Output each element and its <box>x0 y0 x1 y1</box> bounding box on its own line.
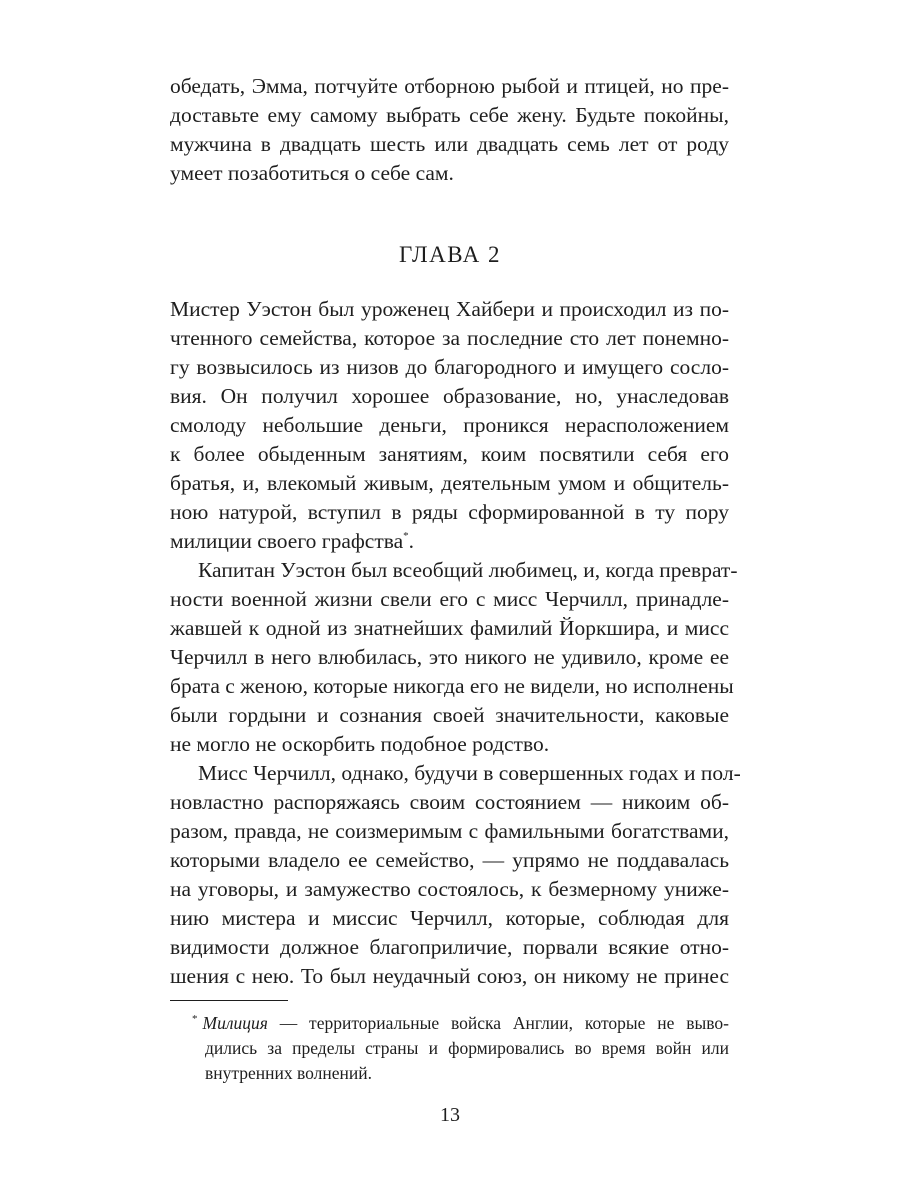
text-line: Мистер Уэстон был уроженец Хайбери и происходил из по- <box>170 297 729 321</box>
footnote-marker: * <box>192 1013 198 1025</box>
text-line: разом, правда, не соизмеримым с фамильными богатствами, <box>170 819 729 843</box>
text-line: видимости должное благоприличие, порвали всякие отно- <box>170 935 729 959</box>
text-line: доставьте ему самому выбрать себе жену. Будьте покойны, <box>170 103 729 127</box>
text-line: чтенного семейства, которое за последние сто лет понемно- <box>170 326 729 350</box>
text-line: нию мистера и миссис Черчилл, которые, соблюдая для <box>170 906 729 930</box>
text-line: были гордыни и сознания своей значительности, каковые <box>170 703 729 727</box>
text-line: шения с нею. То был неудачный союз, он никому не принес <box>170 964 729 988</box>
chapter-title: ГЛАВА 2 <box>398 242 502 267</box>
footnote-divider <box>170 1000 288 1001</box>
text-line: брата с женою, которые никогда его не видели, но исполнены <box>170 674 734 698</box>
text-line: умеет позаботиться о себе сам. <box>170 161 454 185</box>
text-line: на уговоры, и замужество состоялось, к безмерному униже- <box>170 877 729 901</box>
text-line: ною натурой, вступил в ряды сформированной в ту пору <box>170 500 729 524</box>
footnote-line <box>192 1011 729 1036</box>
footnote-reference: * <box>403 530 409 542</box>
paragraph-first-line: Мисс Черчилл, однако, будучи в совершенных годах и пол- <box>198 761 741 785</box>
text-line: не могло не оскорбить подобное родство. <box>170 732 550 756</box>
footnote-line: дились за пределы страны и формировались во время войн или <box>205 1038 729 1058</box>
text-line: обедать, Эмма, потчуйте отборною рыбой и птицей, но пре- <box>170 74 729 98</box>
text-line: новластно распоряжаясь своим состоянием — никоим об- <box>170 790 729 814</box>
text-line: вия. Он получил хорошее образование, но, унаследовав <box>170 384 729 408</box>
text-span: милиции своего графства <box>170 529 404 553</box>
footnote-text: — территориальные войска Англии, которые не выво- <box>267 1013 729 1033</box>
text-line: жавшей к одной из знатнейших фамилий Йоркшира, и мисс <box>170 616 729 640</box>
text-line: ности военной жизни свели его с мисс Черчилл, принадле- <box>170 587 729 611</box>
text-line: мужчина в двадцать шесть или двадцать семь лет от роду <box>170 132 729 156</box>
sentence-end: . <box>408 529 415 553</box>
text-line: которыми владело ее семейство, — упрямо не поддавалась <box>170 848 729 872</box>
text-line: к более обыденным занятиям, коим посвятили себя его <box>170 442 729 466</box>
text-line: гу возвысилось из низов до благородного и имущего сосло- <box>170 355 729 379</box>
page-number: 13 <box>440 1104 460 1126</box>
footnote-term: Милиция <box>202 1013 268 1033</box>
text-line: смолоду небольшие деньги, проникся нерасположением <box>170 413 729 437</box>
paragraph-first-line: Капитан Уэстон был всеобщий любимец, и, когда преврат- <box>198 558 738 582</box>
text-line: братья, и, влекомый живым, деятельным умом и общитель- <box>170 471 729 495</box>
text-line: Черчилл в него влюбилась, это никого не удивило, кроме ее <box>170 645 729 669</box>
footnote-line: внутренних волнений. <box>205 1063 372 1083</box>
text-line-with-footnote-ref <box>170 527 729 556</box>
